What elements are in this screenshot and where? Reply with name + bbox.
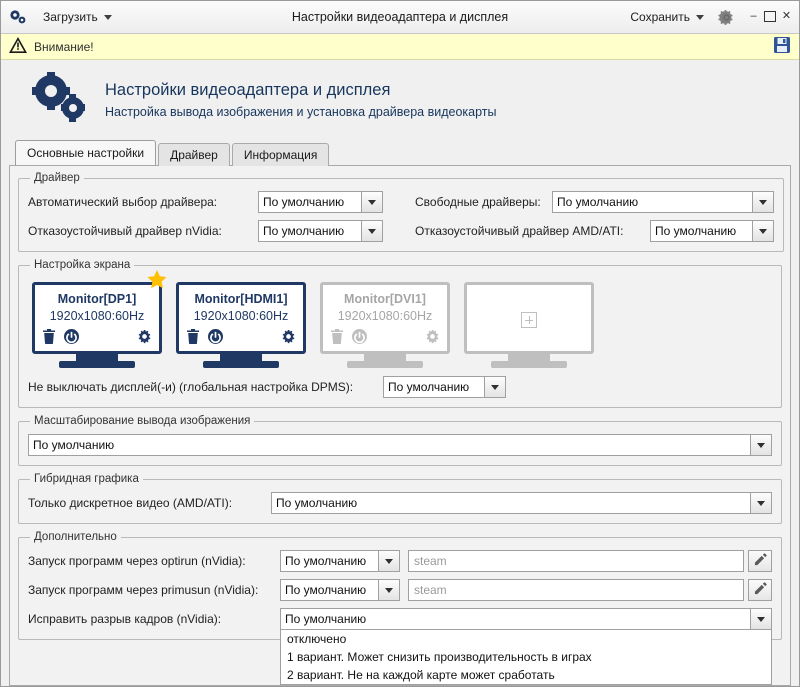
pencil-icon <box>754 553 767 569</box>
save-menu-button[interactable] <box>624 7 710 27</box>
free-drivers-value: По умолчанию <box>557 195 639 209</box>
monitor-name: Monitor[DP1] <box>57 291 137 306</box>
primusrun-value: По умолчанию <box>285 583 367 597</box>
tearfix-option-2[interactable]: 2 вариант. Не на каждой карте может сработать <box>287 668 555 682</box>
hybrid-row <box>28 492 772 514</box>
chevron-down-icon <box>104 15 112 20</box>
hybrid-value: По умолчанию <box>276 496 358 510</box>
chevron-down-icon[interactable] <box>750 492 772 514</box>
load-menu-button[interactable] <box>37 7 118 27</box>
amd-fallback-select[interactable] <box>650 220 774 242</box>
tearfix-row <box>28 608 772 682</box>
monitor-screen <box>32 282 162 354</box>
monitor-screen <box>320 282 450 354</box>
primusrun-row <box>28 579 772 601</box>
monitor-name: Monitor[DVI1] <box>344 291 426 306</box>
screen-group-legend: Настройка экрана <box>34 259 131 271</box>
dpms-row <box>28 376 772 398</box>
monitor-card-hdmi1[interactable] <box>176 282 306 368</box>
monitor-stand <box>220 354 262 361</box>
monitor-actions <box>35 329 159 347</box>
tab-main-settings[interactable]: Основные настройки <box>15 140 156 165</box>
minimize-button[interactable]: – <box>750 9 757 22</box>
tearfix-label: Исправить разрыв кадров (nVidia): <box>28 612 222 626</box>
optirun-select[interactable] <box>280 550 400 572</box>
warning-bar <box>1 34 799 60</box>
scaling-value: По умолчанию <box>33 438 115 452</box>
page-subtitle: Настройка вывода изображения и установка драйвера видеокарты <box>105 104 497 119</box>
trash-icon[interactable] <box>186 329 200 347</box>
pencil-icon <box>754 582 767 598</box>
tearfix-option-0[interactable]: отключено <box>287 632 347 646</box>
title-bar <box>1 1 799 34</box>
tearfix-value: По умолчанию <box>285 612 367 626</box>
monitor-screen-empty <box>464 282 594 354</box>
monitor-list <box>28 278 772 376</box>
scaling-select[interactable] <box>28 434 772 456</box>
chevron-down-icon[interactable] <box>361 220 383 242</box>
gears-icon <box>25 72 91 127</box>
tearfix-dropdown-list[interactable] <box>280 630 772 685</box>
tab-strip <box>1 141 799 165</box>
chevron-down-icon[interactable] <box>378 579 400 601</box>
chevron-down-icon <box>696 15 704 20</box>
primusrun-select[interactable] <box>280 579 400 601</box>
tearfix-option-1[interactable]: 1 вариант. Может снизить производительность в играх <box>287 650 592 664</box>
dpms-value: По умолчанию <box>388 380 470 394</box>
scaling-group-legend: Масштабирование вывода изображения <box>34 415 251 427</box>
monitor-stand <box>364 354 406 361</box>
page-title: Настройки видеоадаптера и дисплея <box>105 80 391 99</box>
monitor-base <box>59 361 135 368</box>
monitor-card-dp1[interactable] <box>32 282 162 368</box>
scaling-row <box>28 434 772 456</box>
driver-row-1 <box>28 191 774 213</box>
tab-driver[interactable]: Драйвер <box>158 143 230 166</box>
driver-group <box>18 172 784 252</box>
hybrid-graphics-group <box>18 473 782 524</box>
auto-driver-label: Автоматический выбор драйвера: <box>28 195 218 209</box>
optirun-label: Запуск программ через optirun (nVidia): <box>28 554 246 568</box>
power-icon[interactable] <box>64 329 79 347</box>
amd-fallback-label: Отказоустойчивый драйвер AMD/ATI: <box>415 224 624 238</box>
monitor-resolution: 1920x1080:60Hz <box>49 308 145 323</box>
hybrid-label: Только дискретное видео (AMD/ATI): <box>28 496 233 510</box>
extra-group <box>18 531 782 682</box>
monitor-base <box>203 361 279 368</box>
primary-star-icon <box>146 269 168 294</box>
chevron-down-icon[interactable] <box>752 220 774 242</box>
monitor-base <box>491 361 567 368</box>
monitor-actions <box>179 329 303 347</box>
gear-icon[interactable] <box>425 329 440 347</box>
monitor-stand <box>76 354 118 361</box>
optirun-placeholder: steam <box>414 554 447 568</box>
plus-icon[interactable] <box>521 312 537 328</box>
monitor-stand <box>508 354 550 361</box>
optirun-row <box>28 550 772 572</box>
hybrid-group-legend: Гибридная графика <box>34 473 139 485</box>
optirun-input[interactable] <box>408 550 744 572</box>
power-icon[interactable] <box>352 329 367 347</box>
nvidia-fallback-value: По умолчанию <box>263 224 345 238</box>
power-icon[interactable] <box>208 329 223 347</box>
hybrid-select[interactable] <box>271 492 772 514</box>
maximize-button[interactable] <box>764 11 776 22</box>
extra-group-legend: Дополнительно <box>34 531 117 543</box>
settings-gear-icon[interactable] <box>718 9 735 26</box>
chevron-down-icon[interactable] <box>484 376 506 398</box>
dpms-select[interactable] <box>383 376 506 398</box>
warning-text: Внимание! <box>34 39 94 54</box>
free-drivers-label: Свободные драйверы: <box>415 195 541 209</box>
monitor-card-add[interactable] <box>464 282 594 368</box>
chevron-down-icon[interactable] <box>750 434 772 456</box>
gear-icon[interactable] <box>281 329 296 347</box>
optirun-edit-button[interactable] <box>748 550 772 572</box>
nvidia-fallback-label: Отказоустойчивый драйвер nVidia: <box>28 224 222 238</box>
monitor-base <box>347 361 423 368</box>
trash-icon[interactable] <box>330 329 344 347</box>
driver-group-legend: Драйвер <box>34 172 80 184</box>
monitor-actions <box>323 329 447 347</box>
monitor-resolution: 1920x1080:60Hz <box>193 308 289 323</box>
primusrun-input[interactable] <box>408 579 744 601</box>
chevron-down-icon[interactable] <box>361 191 383 213</box>
floppy-save-icon[interactable] <box>773 36 791 57</box>
window-title: Настройки видеоадаптера и дисплея <box>291 10 509 24</box>
nvidia-fallback-select[interactable] <box>258 220 383 242</box>
gears-icon <box>7 6 29 28</box>
primusrun-placeholder: steam <box>414 583 447 597</box>
driver-row-2 <box>28 220 774 242</box>
scaling-group <box>18 415 782 466</box>
primusrun-edit-button[interactable] <box>748 579 772 601</box>
monitor-screen <box>176 282 306 354</box>
monitor-name: Monitor[HDMI1] <box>194 291 288 306</box>
chevron-down-icon[interactable] <box>378 550 400 572</box>
tab-information[interactable]: Информация <box>232 143 329 166</box>
monitor-resolution: 1920x1080:60Hz <box>337 308 433 323</box>
page-header <box>1 60 799 133</box>
auto-driver-value: По умолчанию <box>263 195 345 209</box>
primusrun-label: Запуск программ через primusun (nVidia): <box>28 583 259 597</box>
chevron-down-icon[interactable] <box>750 608 772 630</box>
chevron-down-icon[interactable] <box>752 191 774 213</box>
optirun-value: По умолчанию <box>285 554 367 568</box>
gear-icon[interactable] <box>137 329 152 347</box>
close-button[interactable]: ✕ <box>781 9 792 22</box>
save-menu-label: Сохранить <box>630 10 690 24</box>
load-menu-label: Загрузить <box>43 10 98 24</box>
amd-fallback-value: По умолчанию <box>655 224 737 238</box>
monitor-card-dvi1[interactable] <box>320 282 450 368</box>
dpms-label: Не выключать дисплей(-и) (глобальная настройка DPMS): <box>28 380 354 394</box>
tab-content-main-settings <box>9 165 791 686</box>
trash-icon[interactable] <box>42 329 56 347</box>
screen-settings-group <box>18 259 782 408</box>
free-drivers-select[interactable] <box>552 191 774 213</box>
tearfix-select[interactable] <box>280 608 772 630</box>
warning-triangle-icon <box>9 37 27 56</box>
auto-driver-select[interactable] <box>258 191 383 213</box>
